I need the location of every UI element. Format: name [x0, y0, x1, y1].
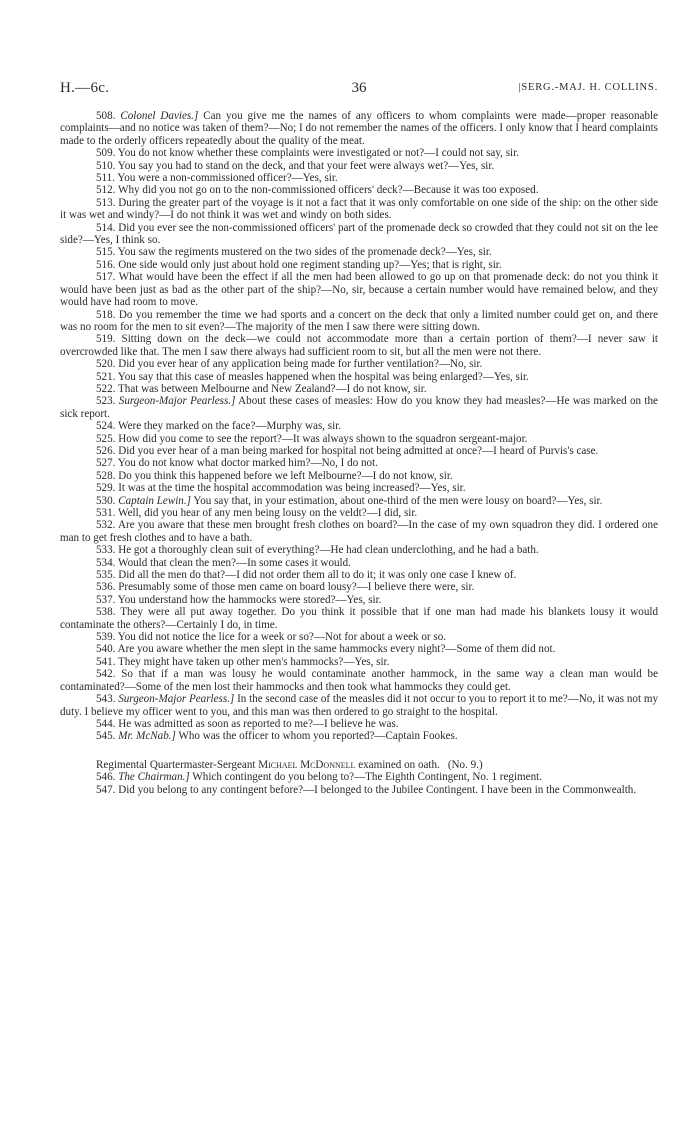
question-number: 523. — [96, 395, 116, 408]
testimony-paragraph — [60, 110, 658, 147]
testimony-paragraph — [60, 507, 658, 519]
question-number: 539. — [96, 631, 116, 644]
question-number: 511. — [96, 172, 116, 185]
testimony-paragraph — [60, 358, 658, 370]
question-answer-text: Would that clean the men?—In some cases it would. — [118, 556, 351, 569]
question-number: 532. — [96, 519, 116, 532]
testimony-paragraph — [60, 606, 658, 631]
question-answer-text: Did all the men do that?—I did not order them all to do it; it was only one case I knew of. — [118, 569, 517, 582]
question-number: 510. — [96, 159, 116, 172]
question-answer-text: Do you think this happened before we left Melbourne?—I do not know, sir. — [118, 469, 453, 482]
testimony-paragraph — [60, 594, 658, 606]
testimony-paragraph — [60, 197, 658, 222]
question-number: 515. — [96, 246, 116, 259]
speaker-name: The Chairman.] — [118, 771, 190, 784]
question-answer-text: That was between Melbourne and New Zealand?—I do not know, sir. — [118, 382, 427, 395]
question-answer-text: About these cases of measles: How do you know they had measles?—He was marked on the sick report. — [60, 395, 658, 420]
question-number: 540. — [96, 643, 116, 656]
question-answer-text: He was admitted as soon as reported to me?—I believe he was. — [118, 717, 399, 730]
question-number: 527. — [96, 457, 116, 470]
question-answer-text: It was at the time the hospital accommodation was being increased?—Yes, sir. — [118, 482, 466, 495]
testimony-paragraph — [60, 184, 658, 196]
question-number: 512. — [96, 184, 116, 197]
question-answer-text: Did you ever hear of any application being made for further ventilation?—No, sir. — [118, 358, 483, 371]
question-number: 536. — [96, 581, 116, 594]
testimony-paragraph — [60, 445, 658, 457]
testimony-paragraph — [60, 309, 658, 334]
speaker-name: Colonel Davies.] — [120, 110, 199, 122]
testimony-paragraph — [60, 333, 658, 358]
question-answer-text: Why did you not go on to the non-commissioned officers' deck?—Because it was too exposed. — [118, 184, 539, 197]
testimony-paragraph — [60, 395, 658, 420]
question-number: 513. — [96, 196, 116, 209]
question-number: 517. — [96, 271, 116, 284]
testimony-paragraph — [60, 643, 658, 655]
testimony-paragraph — [60, 495, 658, 507]
question-answer-text: What would have been the effect if all the men had been allowed to go up on that promenade deck: do not you think it would have been just as bad as the other part of the ship?—No, sir, because a certain number would have remained below, and they would have had room to move. — [60, 271, 658, 309]
question-number: 516. — [96, 258, 116, 271]
question-number: 530. — [96, 494, 116, 507]
question-number: 525. — [96, 432, 116, 445]
question-number: 535. — [96, 569, 116, 582]
question-answer-text: Presumably some of those men came on board lousy?—I believe there were, sir. — [118, 581, 475, 594]
question-answer-text: Do you remember the time we had sports and a concert on the deck that only a limited number could get on, and there was no room for the men to sit even?—The majority of the men I saw there were sitting down. — [60, 308, 658, 333]
document-reference: H.—6c. — [60, 80, 110, 96]
question-answer-text: Which contingent do you belong to?—The Eighth Contingent, No. 1 regiment. — [192, 771, 542, 784]
testimony-paragraph — [60, 519, 658, 544]
running-head: |SERG.-MAJ. H. COLLINS. — [518, 82, 658, 93]
testimony-paragraph — [60, 656, 658, 668]
question-answer-text: During the greater part of the voyage is it not a fact that it was only comfortable on one side of the ship: on the other side it was wet and windy?—I do not think it was wet and windy on both sides. — [60, 196, 658, 222]
question-number: 534. — [96, 556, 116, 569]
question-number: 528. — [96, 469, 116, 482]
page-header — [60, 80, 658, 100]
question-number: 547. — [96, 783, 116, 796]
testimony-paragraph — [60, 730, 658, 742]
testimony-paragraph — [60, 668, 658, 693]
speaker-name: Surgeon-Major Pearless.] — [118, 693, 235, 706]
witness-name: Michael McDonnell — [258, 758, 356, 771]
question-number: 520. — [96, 358, 116, 371]
question-number: 529. — [96, 482, 116, 495]
page-number: 36 — [351, 80, 367, 96]
question-answer-text: Did you ever see the non-commissioned officers' part of the promenade deck so crowded that they could not sit on the lee side?—Yes, I think so. — [60, 221, 658, 247]
testimony-paragraph — [60, 482, 658, 494]
question-answer-text: You do not know what doctor marked him?—No, I do not. — [117, 457, 378, 470]
question-number: 545. — [96, 730, 116, 743]
question-answer-text: Well, did you hear of any men being lousy on the veldt?—I did, sir. — [118, 507, 418, 519]
question-number: 509. — [96, 147, 116, 160]
testimony-paragraph — [60, 420, 658, 432]
question-number: 522. — [96, 382, 116, 395]
question-answer-text: Are you aware whether the men slept in the same hammocks every night?—Some of them did not. — [117, 643, 556, 656]
testimony-paragraph — [60, 771, 658, 783]
question-answer-text: They were all put away together. Do you think it possible that if one man had made his blankets lousy it would contaminate the others?—Certainly I do, in time. — [60, 606, 659, 631]
testimony-paragraph — [60, 371, 658, 383]
witness-rank: Regimental Quartermaster-Sergeant — [96, 758, 256, 771]
testimony-body-continued — [60, 771, 658, 796]
question-answer-text: Who was the officer to whom you reported?—Captain Fookes. — [178, 730, 458, 743]
question-number: 514. — [96, 221, 116, 234]
question-answer-text: You understand how the hammocks were stored?—Yes, sir. — [117, 593, 382, 606]
testimony-paragraph — [60, 784, 658, 796]
testimony-paragraph — [60, 172, 658, 184]
testimony-body — [60, 110, 658, 743]
question-number: 508. — [96, 110, 116, 122]
question-answer-text: You say that, in your estimation, about one-third of the men were lousy on board?—Yes, sir. — [193, 494, 603, 507]
witness-status: examined on oath. — [358, 758, 440, 771]
question-number: 518. — [96, 308, 116, 321]
testimony-paragraph — [60, 569, 658, 581]
question-number: 524. — [96, 420, 116, 433]
testimony-paragraph — [60, 433, 658, 445]
question-number: 526. — [96, 444, 116, 457]
question-answer-text: So that if a man was lousy he would contaminate another hammock, in the same way a clean man would be contaminated?—Some of the men lost their hammocks and then took what hammocks they could get. — [60, 668, 658, 693]
question-answer-text: How did you come to see the report?—It was always shown to the squadron sergeant-major. — [118, 432, 528, 445]
testimony-paragraph — [60, 718, 658, 730]
question-answer-text: Were they marked on the face?—Murphy was, sir. — [118, 420, 342, 433]
question-answer-text: You say that this case of measles happened when the hospital was being enlarged?—Yes, sir. — [117, 370, 529, 383]
testimony-paragraph — [60, 160, 658, 172]
speaker-name: Mr. McNab.] — [118, 730, 176, 743]
testimony-paragraph — [60, 259, 658, 271]
testimony-paragraph — [60, 631, 658, 643]
question-answer-text: Did you ever hear of a man being marked for hospital not being admitted at once?—I heard of Purvis's case. — [118, 444, 599, 457]
testimony-paragraph — [60, 470, 658, 482]
witness-introduction — [60, 759, 658, 771]
question-answer-text: Can you give me the names of any officers to whom complaints were made—proper reasonable complaints—and no notice was taken of them?—No; I do not remember the names of the officers. I only know that I heard complaints made to the orderly officers repeatedly about the quality of the meat. — [60, 110, 659, 147]
question-answer-text: You do not know whether these complaints were investigated or not?—I could not say, sir. — [117, 147, 519, 160]
question-answer-text: You were a non-commissioned officer?—Yes, sir. — [117, 172, 338, 185]
testimony-paragraph — [60, 383, 658, 395]
testimony-paragraph — [60, 544, 658, 556]
testimony-paragraph — [60, 581, 658, 593]
question-number: 538. — [96, 606, 116, 619]
question-number: 521. — [96, 370, 116, 383]
question-number: 544. — [96, 717, 116, 730]
question-answer-text: He got a thoroughly clean suit of everything?—He had clean underclothing, and he had a bath. — [118, 544, 539, 557]
question-number: 543. — [96, 693, 116, 706]
testimony-paragraph — [60, 222, 658, 247]
testimony-paragraph — [60, 246, 658, 258]
question-number: 542. — [96, 668, 116, 681]
question-answer-text: Did you belong to any contingent before?—I belonged to the Jubilee Contingent. I have been in the Commonwealth. — [118, 783, 637, 796]
testimony-paragraph — [60, 271, 658, 308]
question-number: 533. — [96, 544, 116, 557]
question-answer-text: They might have taken up other men's hammocks?—Yes, sir. — [118, 655, 390, 668]
question-answer-text: You say you had to stand on the deck, and that your feet were always wet?—Yes, sir. — [117, 159, 495, 172]
question-answer-text: In the second case of the measles did it not occur to you to report it to me?—No, it was not my duty. I believe my officer went to you, and this man was then ordered to go straight to the hospital. — [60, 693, 658, 718]
question-answer-text: Are you aware that these men brought fresh clothes on board?—In the case of my own squadron they did. I ordered one man to get fresh clothes and to have a bath. — [60, 519, 658, 544]
speaker-name: Captain Lewin.] — [118, 494, 191, 507]
question-number: 546. — [96, 771, 116, 784]
question-number: 519. — [96, 333, 116, 346]
question-answer-text: You saw the regiments mustered on the two sides of the promenade deck?—Yes, sir. — [117, 246, 492, 259]
question-answer-text: One side would only just about hold one regiment standing up?—Yes; that is right, sir. — [118, 258, 502, 271]
witness-number: (No. 9.) — [447, 758, 483, 771]
question-answer-text: You did not notice the lice for a week or so?—Not for about a week or so. — [117, 631, 447, 644]
question-number: 531. — [96, 507, 116, 519]
testimony-paragraph — [60, 693, 658, 718]
question-number: 537. — [96, 593, 116, 606]
testimony-paragraph — [60, 147, 658, 159]
question-number: 541. — [96, 655, 116, 668]
testimony-paragraph — [60, 557, 658, 569]
speaker-name: Surgeon-Major Pearless.] — [118, 395, 236, 408]
question-answer-text: Sitting down on the deck—we could not accommodate more than a certain portion of them?—I never saw it overcrowded like that. The men I saw there always had sufficient room to sit, but all the men were not there. — [60, 333, 658, 358]
testimony-paragraph — [60, 457, 658, 469]
